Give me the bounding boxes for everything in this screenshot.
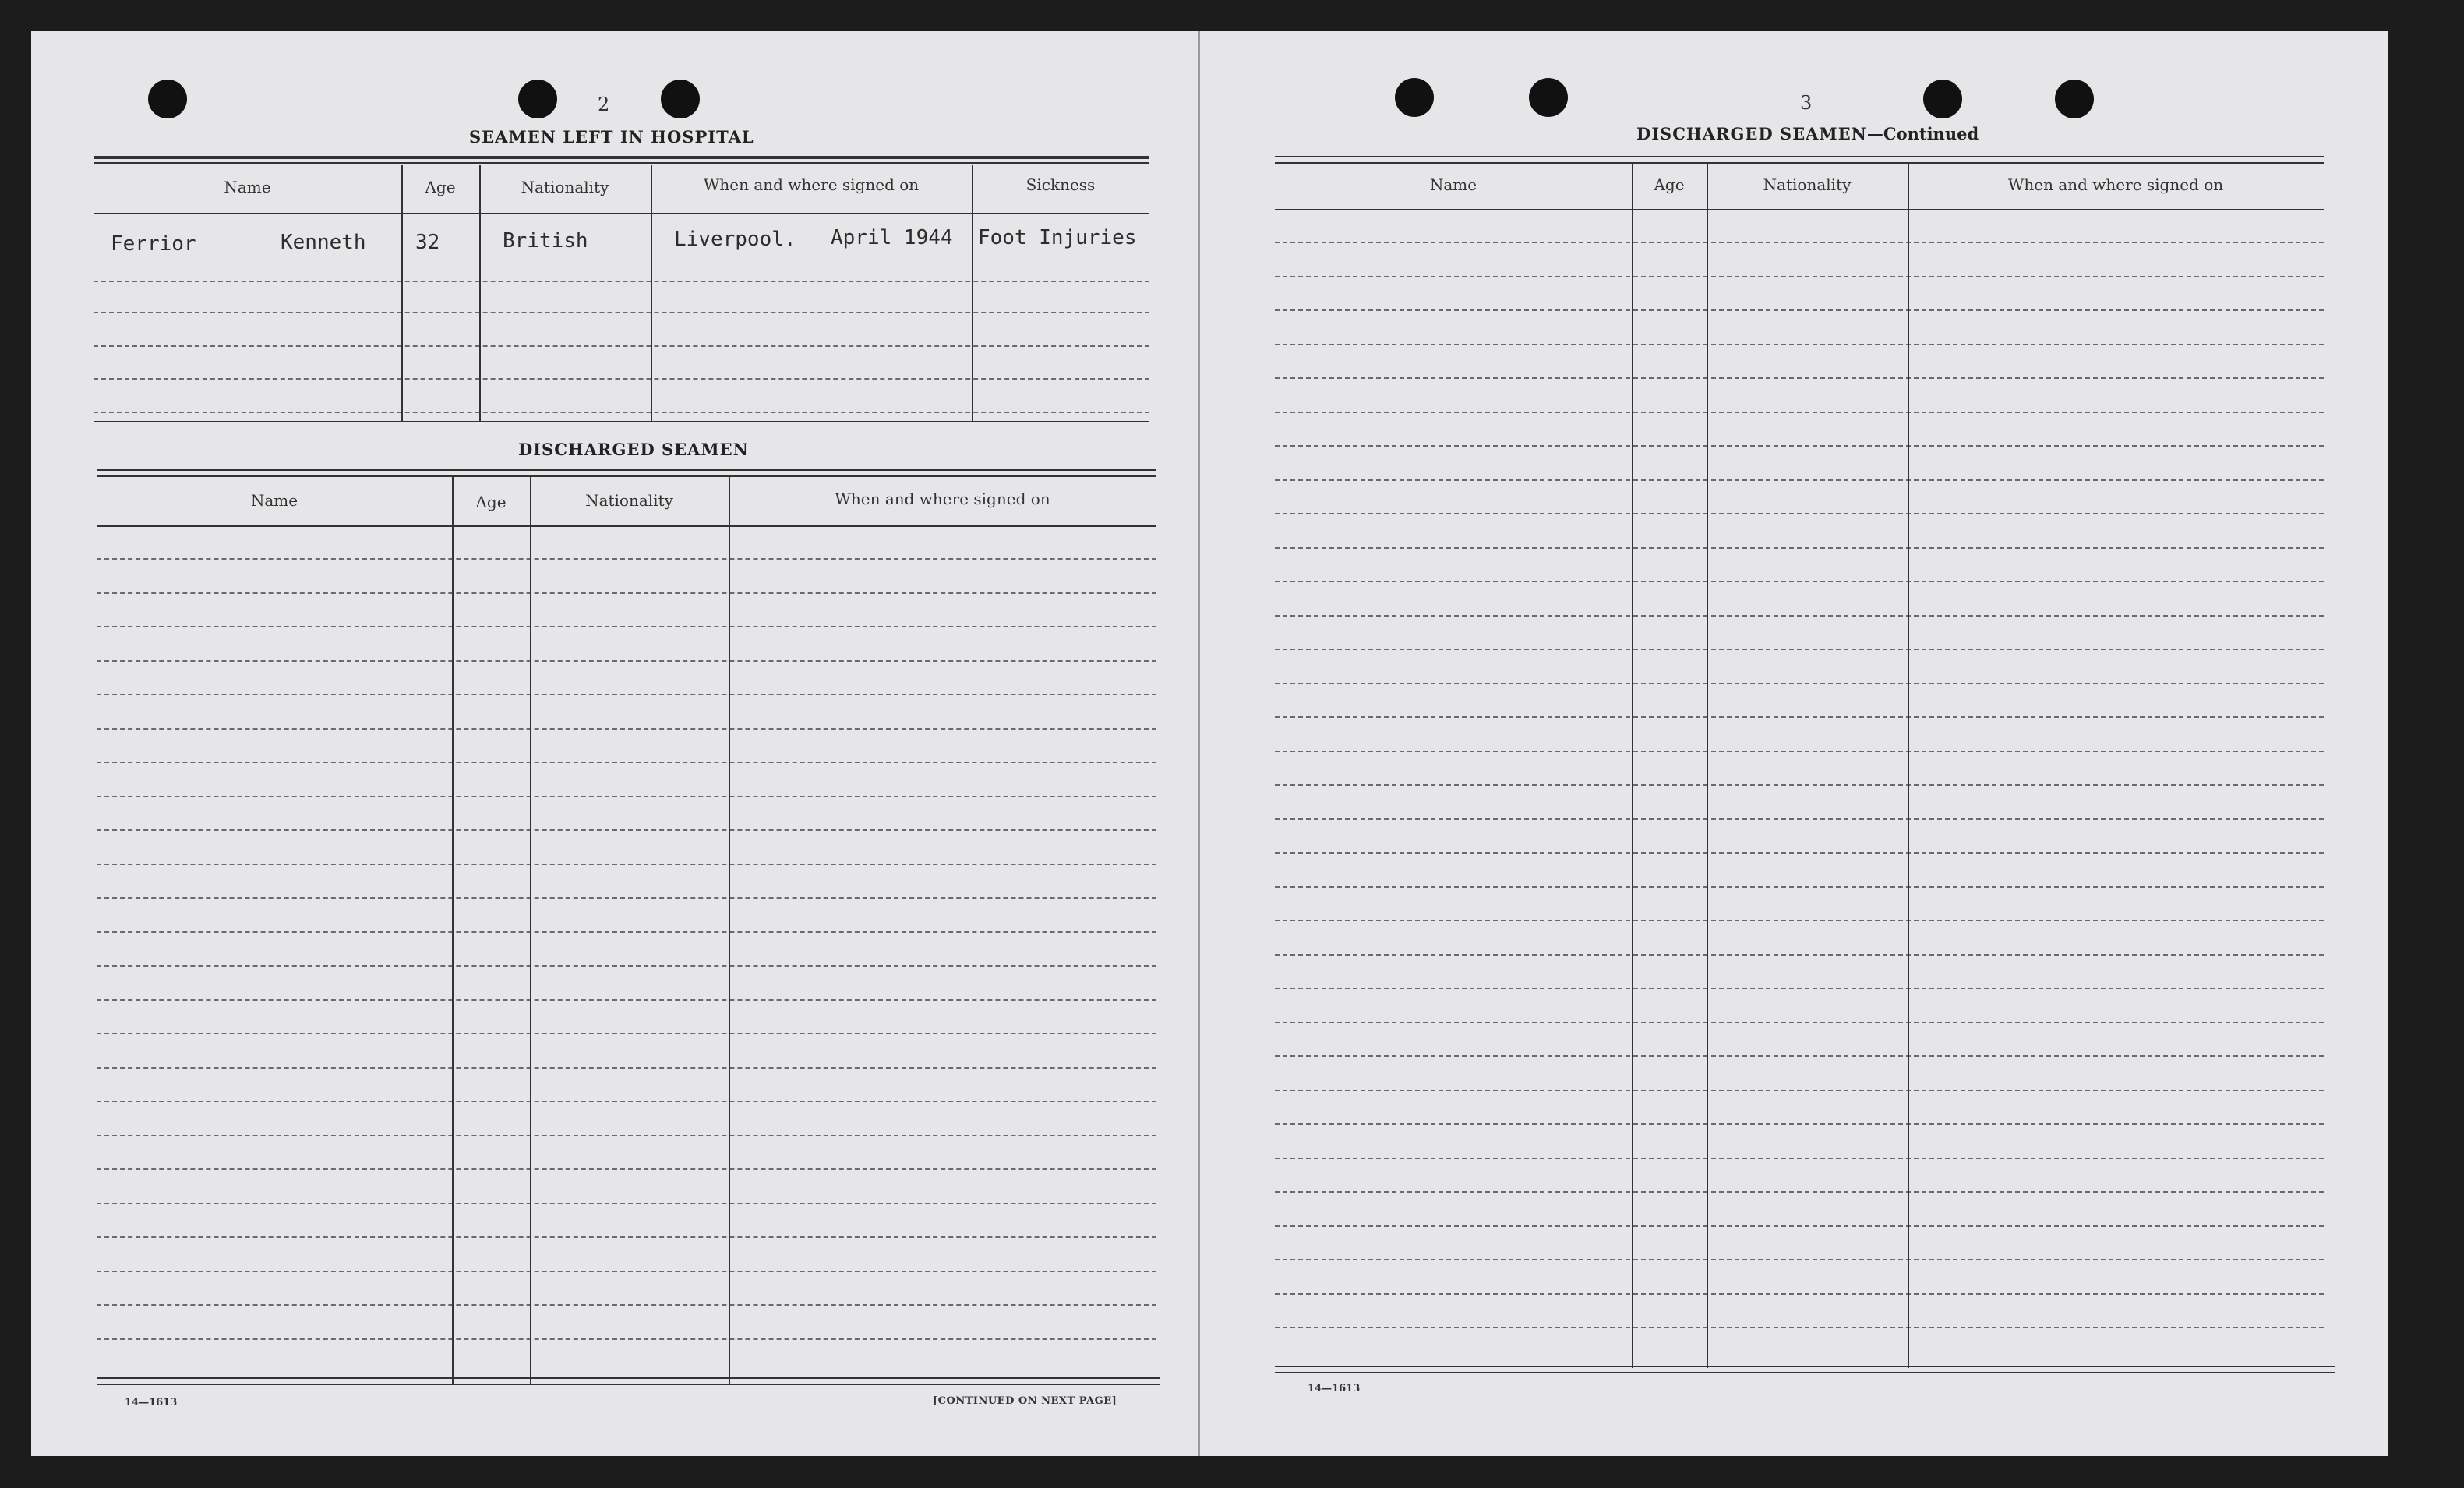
entry-line [1275,309,2324,311]
entry-line [97,1304,1156,1306]
entry-line [1275,276,2324,277]
entry-line [97,1203,1156,1204]
entry-line [1275,1191,2324,1193]
header-rule [97,525,1156,527]
entry-line [1275,1055,2324,1057]
entry-line [97,1271,1156,1272]
entry-line [1275,1293,2324,1295]
entry-line [97,592,1156,594]
punch-hole [2055,80,2094,118]
form-code: 14—1613 [125,1397,178,1408]
entry-line [1275,716,2324,718]
discharged-header-nationality: Nationality [585,491,673,510]
table-bottom-rule [1275,1372,2335,1373]
column-divider [1632,164,1633,1368]
header-rule [1275,209,2324,210]
hospital-header-name: Name [224,178,271,196]
entry-age: 32 [415,231,440,254]
column-divider [972,165,973,421]
entry-line [1275,751,2324,752]
entry-place: Liverpool. [674,228,796,251]
entry-line [97,796,1156,797]
hospital-header-age: Age [425,178,456,196]
continued-header-age: Age [1654,175,1685,194]
entry-line [97,1338,1156,1340]
entry-line [1275,581,2324,582]
entry-sickness: Foot Injuries [978,226,1137,249]
entry-nationality: British [503,229,588,253]
entry-line [97,762,1156,763]
table-top-rule [94,156,1149,159]
entry-line [1275,649,2324,650]
entry-line [94,345,1149,347]
page-number: 3 [1800,92,1813,114]
table-bottom-rule [97,1384,1160,1385]
entry-line [97,1236,1156,1238]
entry-line [97,1168,1156,1170]
table-bottom-rule [97,1377,1160,1379]
discharged-continued-title [1636,124,1979,143]
entry-line [97,1067,1156,1069]
column-divider [651,165,652,421]
hospital-header-nationality: Nationality [521,178,609,196]
entry-line [97,694,1156,695]
table-top-rule [97,469,1156,471]
continued-header-name: Name [1429,175,1477,194]
entry-line [97,1135,1156,1136]
entry-line [1275,886,2324,888]
entry-line [97,897,1156,899]
entry-line [94,412,1149,413]
entry-line [1275,818,2324,820]
entry-date: April 1944 [831,226,953,249]
discharged-header-signed-on: When and where signed on [835,490,1050,508]
column-divider [530,477,531,1385]
right-page [1200,31,2388,1456]
entry-line [97,728,1156,730]
column-divider [729,477,730,1385]
punch-hole [518,80,557,118]
entry-line [97,626,1156,627]
page-number: 2 [598,94,610,115]
hospital-header-signed-on: When and where signed on [703,175,920,194]
form-code: 14—1613 [1308,1383,1361,1394]
entry-surname: Ferrior [111,232,196,256]
section-title-suffix: —Continued [1866,124,1979,143]
entry-line [1275,547,2324,549]
hospital-section-title: SEAMEN LEFT IN HOSPITAL [469,127,754,147]
entry-line [1275,920,2324,921]
header-rule [94,213,1149,214]
column-divider [479,165,481,421]
punch-hole [1395,78,1434,117]
entry-line [1275,852,2324,854]
entry-line [94,378,1149,380]
entry-line [97,558,1156,560]
left-page [31,31,1200,1456]
entry-line [1275,615,2324,617]
table-bottom-rule [1275,1366,2335,1367]
entry-line [94,281,1149,282]
table-top-rule [97,475,1156,477]
entry-line [94,312,1149,313]
entry-line [1275,1123,2324,1125]
punch-hole [661,80,700,118]
entry-line [1275,412,2324,413]
entry-line [1275,988,2324,989]
entry-line [1275,1158,2324,1159]
entry-line [1275,1327,2324,1328]
entry-line [97,999,1156,1001]
column-divider [1707,164,1708,1368]
entry-line [97,864,1156,865]
entry-given-name: Kenneth [281,231,366,254]
table-top-rule [94,162,1149,164]
entry-line [97,931,1156,933]
entry-line [1275,479,2324,481]
table-top-rule [1275,162,2324,164]
punch-hole [148,80,187,118]
entry-line [1275,683,2324,684]
column-divider [452,477,454,1385]
entry-line [1275,1022,2324,1023]
section-title-main: DISCHARGED SEAMEN [1636,124,1867,143]
entry-line [1275,344,2324,345]
table-bottom-rule [94,421,1149,422]
continued-header-signed-on: When and where signed on [2007,175,2224,194]
punch-hole [1529,78,1568,117]
column-divider [401,165,403,421]
entry-line [97,1101,1156,1102]
entry-line [97,660,1156,662]
entry-line [1275,1225,2324,1227]
entry-line [1275,1090,2324,1091]
discharged-header-name: Name [250,491,298,510]
continued-header-nationality: Nationality [1763,175,1852,194]
continued-note: [CONTINUED ON NEXT PAGE] [933,1395,1117,1407]
entry-line [1275,513,2324,514]
discharged-header-age: Age [475,493,507,511]
table-top-rule [1275,156,2324,157]
entry-line [97,965,1156,967]
entry-line [1275,377,2324,379]
entry-line [1275,445,2324,447]
punch-hole [1923,80,1962,118]
discharged-section-title: DISCHARGED SEAMEN [518,440,749,459]
entry-line [1275,242,2324,243]
entry-line [1275,1259,2324,1260]
entry-line [1275,954,2324,956]
entry-line [1275,784,2324,786]
column-divider [1908,164,1909,1368]
entry-line [97,829,1156,831]
hospital-header-sickness: Sickness [1025,175,1096,194]
entry-line [97,1033,1156,1034]
